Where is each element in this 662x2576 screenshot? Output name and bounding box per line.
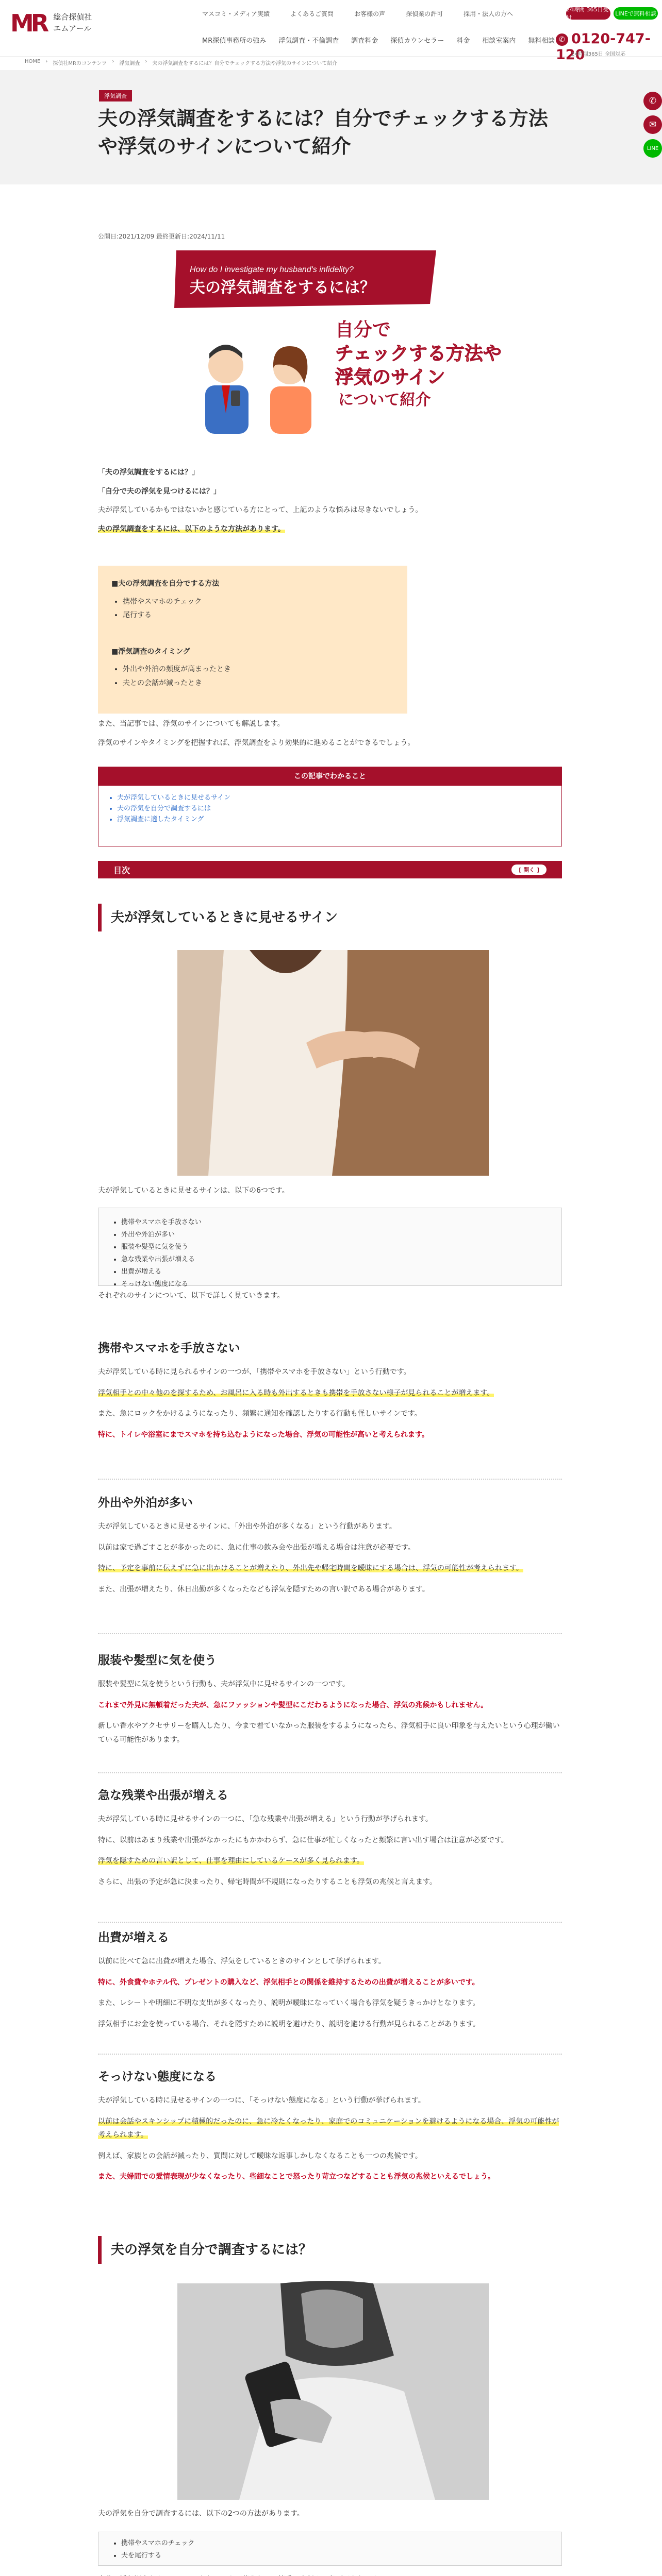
- summary-note-2: 浮気のサインやタイミングを把握すれば、浮気調査をより効果的に進めることができるでしょう。: [98, 738, 415, 747]
- signs-intro: 夫が浮気しているときに見せるサインは、以下の6つです。: [98, 1187, 289, 1195]
- intro-question-2: 「自分で夫の浮気を見つけるには？」: [98, 487, 221, 496]
- alert-paragraph: 特に、外食費やホテル代、プレゼントの購入など、浮気相手との関係を維持するための出費が増えることが多いです。: [98, 1978, 479, 1987]
- summary-item: • 尾行する: [123, 608, 394, 622]
- couple-image: [177, 950, 489, 1176]
- paragraph: また、急にロックをかけるようになったり、頻繁に通知を確認したりする行動も怪しいサインです。: [98, 1410, 422, 1418]
- phone-icon[interactable]: ✆: [643, 92, 662, 110]
- phone-text: 0120-747-120: [556, 31, 651, 63]
- sign-item: • 携帯やスマホを手放さない: [121, 1216, 548, 1229]
- logo[interactable]: [10, 11, 92, 35]
- nav-strengths[interactable]: MR探偵事務所の強み: [202, 37, 267, 45]
- nav-price[interactable]: 料金: [456, 37, 470, 45]
- alert-paragraph: 特に、トイレや浴室にまでスマホを持ち込むようになった場合、浮気の可能性が高いと考えられます。: [98, 1430, 429, 1439]
- breadcrumb-contents[interactable]: 探偵社MRのコンテンツ: [53, 61, 107, 66]
- eyecatch-line4: について紹介: [338, 391, 431, 409]
- paragraph: 夫が浮気している時に見られるサインの一つが、「携帯やスマホを手放さない」という行動です。: [98, 1368, 411, 1376]
- self-methods-list: [98, 2532, 562, 2566]
- heading-cold-attitude: そっけない態度になる: [98, 2070, 217, 2083]
- breadcrumb-separator: ›: [112, 59, 114, 64]
- paragraph: 服装や髪型に気を使うという行動も、夫が浮気中に見せるサインの一つです。: [98, 1680, 350, 1688]
- paragraph: さらに、出張の予定が急に決まったり、帰宅時間が不規則になったりすることも浮気の兆候と言えます。: [98, 1877, 437, 1886]
- overtime-section-text: [98, 1812, 562, 1889]
- outings-section-text: [98, 1520, 562, 1596]
- method-item: • 携帯やスマホのチェック: [121, 2537, 548, 2550]
- section-heading-self-investigation: 夫の浮気を自分で調査するには？: [98, 2236, 562, 2264]
- appearance-section-text: [98, 1677, 562, 1747]
- paragraph: 以前に比べて急に出費が増えた場合、浮気をしているときのサインとして挙げられます。: [98, 1957, 386, 1965]
- summary-note: また、当記事では、浮気のサインについても解説します。: [98, 720, 285, 728]
- table-of-contents: [98, 861, 562, 878]
- top-link-media[interactable]: マスコミ・メディア実績: [202, 10, 270, 18]
- summary-item: • 外出や外泊の頻度が高まったとき: [123, 663, 394, 676]
- attitude-section-text: [98, 2094, 562, 2184]
- company-line1: 総合探偵社: [53, 12, 92, 22]
- category-badge[interactable]: 浮気調査: [99, 90, 132, 101]
- learn-link[interactable]: • 夫の浮気を自分で調査するには: [117, 804, 543, 815]
- top-link-license[interactable]: 探偵業の許可: [406, 10, 443, 18]
- intro-paragraph: 夫が浮気しているかもではないかと感じている方にとって、上記のような悩みは尽きないでしょう。: [98, 506, 423, 515]
- eyecatch-banner-jp: 夫の浮気調査をするには？: [190, 279, 375, 297]
- toc-toggle-button[interactable]: [ 開く ]: [511, 865, 547, 875]
- toc-title: 目次: [113, 865, 130, 875]
- highlight-paragraph: 特に、予定を事前に伝えずに急に出かけることが増えたり、外出先や帰宅時間を曖昧にする場合は、浮気の可能性が考えられます。: [98, 1564, 523, 1573]
- eyecatch-illustration: [174, 248, 502, 434]
- top-link-faq[interactable]: よくあるご質問: [290, 10, 334, 18]
- breadcrumb-separator: ›: [45, 59, 48, 64]
- nav-investigation[interactable]: 浮気調査・不倫調査: [278, 37, 339, 45]
- heading-appearance: 服装や髪型に気を使う: [98, 1654, 217, 1667]
- paragraph: 夫が浮気しているときに見せるサインに、「外出や外泊が多くなる」という行動があります。: [98, 1522, 396, 1531]
- sign-item: • 服装や髪型に気を使う: [121, 1241, 548, 1253]
- summary-after: [98, 717, 562, 750]
- paragraph: 浮気相手にお金を使っている場合、それを隠すために説明を避けたり、説明を避ける行動が見られることがあります。: [98, 2020, 480, 2028]
- paragraph: 例えば、家族との会話が減ったり、質問に対して曖昧な返事しかしなくなることも一つの兆候です。: [98, 2151, 422, 2160]
- paragraph: 特に、以前はあまり残業や出張がなかったにもかかわらず、急に仕事が忙しくなったと頻繁に言い出す場合は注意が必要です。: [98, 1836, 508, 1844]
- learn-box-title: この記事でわかること: [98, 767, 561, 786]
- alert-paragraph: また、夫婦間での愛情表現が少なくなったり、些細なことで怒ったり苛立つなどすることも浮気の兆候といえるでしょう。: [98, 2173, 495, 2181]
- summary-item: • 夫との会話が減ったとき: [123, 676, 394, 690]
- divider: [98, 2054, 562, 2055]
- consult-button[interactable]: 24時間 365日受付: [566, 7, 610, 20]
- paragraph: 以前は家で過ごすことが多かったのに、急に仕事の飲み会や出張が増える場合は注意が必要です。: [98, 1543, 415, 1552]
- expenses-section-text: [98, 1955, 562, 2031]
- paragraph: また、レシートや明細に不明な支出が多くなったり、説明が曖昧になっていく場合も浮気を疑うきっかけとなります。: [98, 1999, 480, 2008]
- paragraph: 夫が浮気している時に見せるサインの一つに、「急な残業や出張が増える」という行動が挙げられます。: [98, 1815, 433, 1823]
- eyecatch-line1: 自分で: [335, 319, 391, 341]
- top-nav: [202, 9, 513, 18]
- nav-counselor[interactable]: 探偵カウンセラー: [390, 37, 444, 45]
- signs-list: [98, 1208, 562, 1289]
- heading-outings: 外出や外泊が多い: [98, 1496, 193, 1510]
- sign-item: • 外出や外泊が多い: [121, 1229, 548, 1241]
- sign-item: • 出費が増える: [121, 1266, 548, 1278]
- breadcrumb-home[interactable]: HOME: [25, 59, 41, 64]
- signs-after: それぞれのサインについて、以下で詳しく見ていきます。: [98, 1292, 285, 1300]
- heading-overtime: 急な残業や出張が増える: [98, 1789, 228, 1802]
- phone-note: 24時間365日 全国対応: [571, 52, 625, 57]
- summary-box: [98, 566, 407, 714]
- article-meta: 公開日:2021/12/09 最終更新日:2024/11/11: [98, 233, 225, 240]
- highlight-paragraph: 浮気相手との中々他のを探するため、お風呂に入る時も外出するときも携帯を手放さない様子が見られることが増えます。: [98, 1388, 494, 1397]
- company-name: [53, 12, 92, 35]
- top-link-voice[interactable]: お客様の声: [354, 10, 386, 18]
- line-consult-button[interactable]: LINEで無料相談: [614, 7, 658, 20]
- phone-icon: ✆: [556, 33, 568, 46]
- nav-fee[interactable]: 調査料金: [351, 37, 378, 45]
- section-heading-signs: 夫が浮気しているときに見せるサイン: [98, 904, 562, 931]
- sign-item: • 急な残業や出張が増える: [121, 1253, 548, 1266]
- mail-icon[interactable]: ✉: [643, 115, 662, 134]
- summary-item: • 携帯やスマホのチェック: [123, 595, 394, 609]
- eyecatch-line2: チェックする方法や: [335, 343, 502, 364]
- learn-box: [98, 767, 562, 846]
- couple-photo: [177, 950, 489, 1176]
- breadcrumb: [25, 59, 337, 66]
- summary-heading-2: ■浮気調査のタイミング: [111, 647, 190, 656]
- smartphone-image: [177, 2283, 489, 2500]
- page-title: 夫の浮気調査をするには？自分でチェックする方法や浮気のサインについて紹介: [98, 107, 548, 158]
- paragraph: 夫が浮気している時に見せるサインの一つに、「そっけない態度になる」という行動が挙げられます。: [98, 2096, 425, 2105]
- intro-question-1: 「夫の浮気調査をするには？」: [98, 468, 199, 477]
- divider: [98, 1633, 562, 1634]
- nav-free-consult[interactable]: 無料相談: [528, 37, 555, 45]
- paragraph: 新しい香水やアクセサリーを購入したり、今まで着ていなかった服装をするようになったら、浮気相手に良い印象を与えたいという心理が働いている可能性があります。: [98, 1722, 560, 1744]
- heading-phone: 携帯やスマホを手放さない: [98, 1342, 240, 1355]
- breadcrumb-category[interactable]: 浮気調査: [119, 61, 140, 66]
- learn-link[interactable]: • 夫が浮気しているときに見せるサイン: [117, 793, 543, 804]
- summary-heading-1: ■夫の浮気調査を自分でする方法: [111, 580, 220, 588]
- top-link-recruit[interactable]: 採用・法人の方へ: [464, 10, 514, 18]
- line-icon[interactable]: LINE: [643, 139, 662, 158]
- heading-expenses: 出費が増える: [98, 1931, 169, 1944]
- sign-item: • そっけない態度になる: [121, 1278, 548, 1291]
- divider: [98, 1772, 562, 1773]
- smartphone-photo: [177, 2283, 489, 2500]
- phone-section-text: [98, 1365, 562, 1442]
- logo-mark: MR: [10, 9, 46, 37]
- company-line2: エムアール: [53, 24, 92, 33]
- highlight-paragraph: 浮気を隠すための言い訳として、仕事を理由にしているケースが多く見られます。: [98, 1857, 364, 1866]
- learn-link[interactable]: • 浮気調査に適したタイミング: [117, 815, 543, 825]
- intro-text: [98, 466, 562, 536]
- eyecatch-line3: 浮気のサイン: [335, 367, 445, 388]
- nav-office[interactable]: 相談室案内: [482, 37, 516, 45]
- phone-number[interactable]: [556, 31, 662, 63]
- paragraph: また、出張が増えたり、休日出勤が多くなったなども浮気を隠すための言い訳である場合があります。: [98, 1585, 429, 1594]
- breadcrumb-current: 夫の浮気調査をするには？自分でチェックする方法や浮気のサインについて紹介: [152, 61, 338, 66]
- eyecatch-image: [174, 248, 502, 434]
- divider: [98, 1479, 562, 1480]
- alert-paragraph: これまで外見に無頓着だった夫が、急にファッションや髪型にこだわるようになった場合、浮気の兆候かもしれません。: [98, 1701, 488, 1709]
- divider: [98, 1922, 562, 1923]
- self-after: [98, 2573, 562, 2576]
- eyecatch-banner-en: How do I investigate my husband's infidelity?: [190, 265, 354, 274]
- summary-list-2: [123, 663, 394, 690]
- method-item: • 夫を尾行する: [121, 2550, 548, 2562]
- main-nav: [202, 35, 555, 45]
- highlight-paragraph: 以前は会話やスキンシップに積極的だったのに、急に冷たくなったり、家庭でのコミュニケーションを避けるようになる場合、浮気の可能性が考えられます。: [98, 2117, 559, 2140]
- summary-list-1: [123, 595, 394, 622]
- learn-list: [98, 786, 561, 832]
- breadcrumb-separator: ›: [145, 59, 147, 64]
- self-intro: 夫の浮気を自分で調査するには、以下の2つの方法があります。: [98, 2510, 304, 2518]
- intro-highlight: 夫の浮気調査をするには、以下のような方法があります。: [98, 524, 285, 533]
